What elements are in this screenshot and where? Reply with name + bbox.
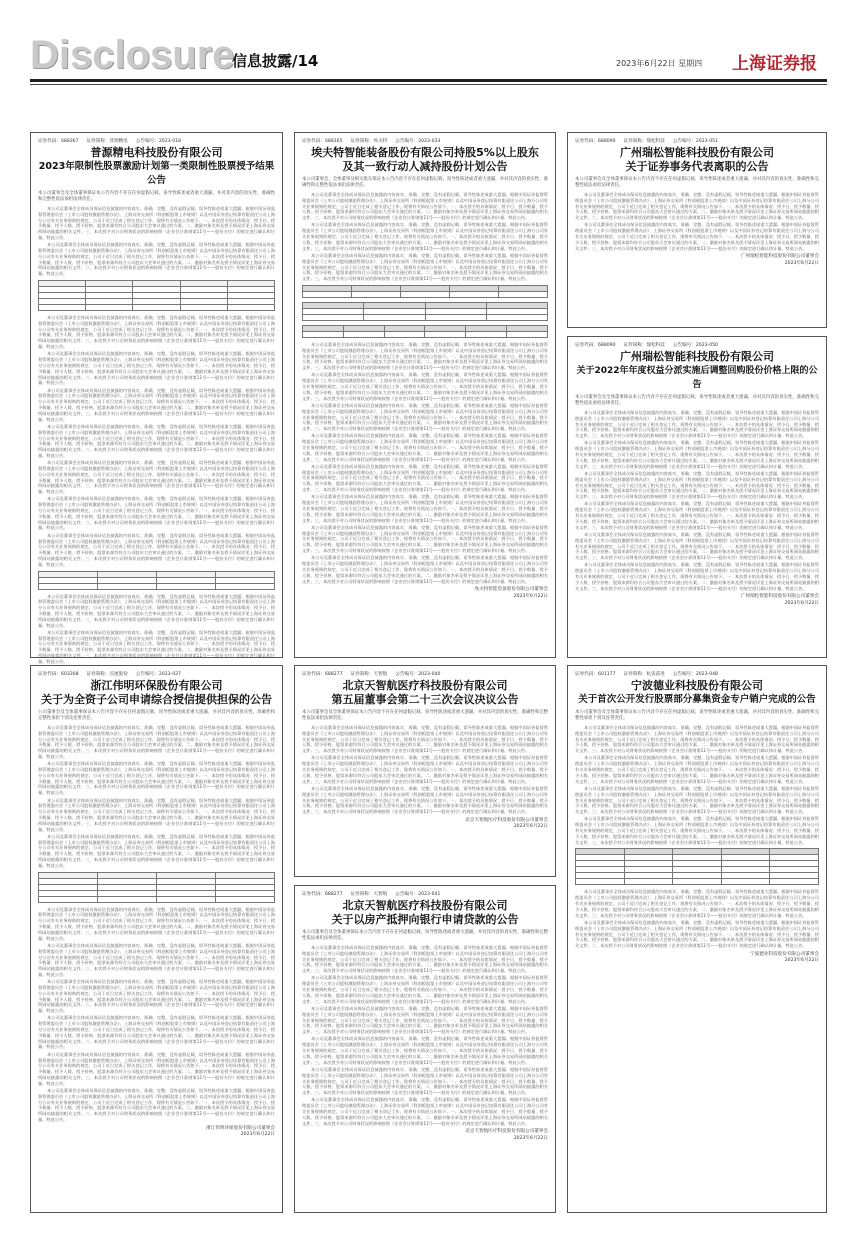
announcement-title: 宁波德业科技股份有限公司 关于首次公开发行股票部分募集资金专户销户完成的公告: [578, 679, 816, 705]
announcement-box: [30, 665, 283, 1213]
signature: 北京天智航医疗科技股份有限公司董事会 2023年6月22日: [465, 817, 548, 830]
masthead-rule: [30, 79, 827, 82]
stock-codes: 证券代码：603308 证券简称：应流股份 公告编号：2023-027: [38, 672, 181, 677]
disclaimer: 公司董事会及全体董事保证本公告内容不存在任何虚假记载、误导性陈述或者重大遗漏，并对其内容的真实性、准确性和完整性承担个别及连带责任。: [38, 710, 275, 721]
announcement-box: [567, 336, 827, 658]
announcement-title: 广州瑞松智能科技股份有限公司 关于证券事务代表离职的公告: [620, 146, 774, 173]
announcement-box: [30, 132, 283, 664]
stock-codes: 证券代码：688277 证券简称：天智航 公告编号：2023-040: [302, 672, 441, 677]
announcement-title: 北京天智航医疗科技股份有限公司 第五届董事会第二十三次会议决议公告: [331, 679, 519, 706]
announcement-body: 本公司及董事会全体成员保证信息披露的内容真实、准确、完整，没有虚假记载、误导性陈述或重大遗漏。根据中国证券监督管理委员会《上市公司股权激励管理办法》、上海证券交易所《科创板股票上市规则》以及中国证券登记结算有限责任公司上海分公司有关业务规则的规定，公司于近日完成了相关登记工作，现将有关情况公告如下。一、本次授予的具体情况：授予日、授予数量、授予人数、授予价格、股票来源均符合公司股东大会审议通过的方案。二、激励对象名单及授予情况详见上海证券交易所网站披露的相关文件。三、本次授予对公司财务状况的影响按照《企业会计准则第11号——股份支付》的规定进行确认和计量。特此公告。 本公司及董事会全体成员保证信息披露的内容真实、准确、完整，没有虚假记载、误导性陈述或重大遗漏。根据中国证券监督管理委员会《上市公司股权激励管理办法》、上海证券交易所《科创板股票上市规则》以及中国证券登记结算有限责任公司上海分公司有关业务规则的规定，公司于近日完成了相关登记工作，现将有关情况公告如下。一、本次授予的具体情况：授予日、授予数量、授予人数、授予价格、股票来源均符合公司股东大会审议通过的方案。二、激励对象名单及授予情况详见上海证券交易所网站披露的相关文件。三、本次授予对公司财务状况的影响按照《企业会计准则第11号——股份支付》的规定进行确认和计量。特此公告。 本公司及董事会全体成员保证信息披露的内容真实、准确、完整，没有虚假记载、误导性陈述或重大遗漏。根据中国证券监督管理委员会《上市公司股权激励管理办法》、上海证券交易所《科创板股票上市规则》以及中国证券登记结算有限责任公司上海分公司有关业务规则的规定，公司于近日完成了相关登记工作，现将有关情况公告如下。一、本次授予的具体情况：授予日、授予数量、授予人数、授予价格、股票来源均符合公司股东大会审议通过的方案。二、激励对象名单及授予情况详见上海证券交易所网站披露的相关文件。三、本次授予对公司财务状况的影响按照《企业会计准则第11号——股份支付》的规定进行确认和计量。特此公告。 本公司及董事会全体成员保证信息披露的内容真实、准确、完整，没有虚假记载、误导性陈述或重大遗漏。根据中国证券监督管理委员会《上市公司股权激励管理办法》、上海证券交易所《科创板股票上市规则》以及中国证券登记结算有限责任公司上海分公司有关业务规则的规定，公司于近日完成了相关登记工作，现将有关情况公告如下。一、本次授予的具体情况：授予日、授予数量、授予人数、授予价格、股票来源均符合公司股东大会审议通过的方案。二、激励对象名单及授予情况详见上海证券交易所网站披露的相关文件。三、本次授予对公司财务状况的影响按照《企业会计准则第11号——股份支付》的规定进行确认和计量。特此公告。 本公司及董事会全体成员保证信息披露的内容真实、准确、完整，没有虚假记载、误导性陈述或重大遗漏。根据中国证券监督管理委员会《上市公司股权激励管理办法》、上海证券交易所《科创板股票上市规则》以及中国证券登记结算有限责任公司上海分公司有关业务规则的规定，公司于近日完成了相关登记工作，现将有关情况公告如下。一、本次授予的具体情况：授予日、授予数量、授予人数、授予价格、股票来源均符合公司股东大会审议通过的方案。二、激励对象名单及授予情况详见上海证券交易所网站披露的相关文件。三、本次授予对公司财务状况的影响按照《企业会计准则第11号——股份支付》的规定进行确认和计量。特此公告。 本公司及董事会全体成员保证信息披露的内容真实、准确、完整，没有虚假记载、误导性陈述或重大遗漏。根据中国证券监督管理委员会《上市公司股权激励管理办法》、上海证券交易所《科创板股票上市规则》以及中国证券登记结算有限责任公司上海分公司有关业务规则的规定，公司于近日完成了相关登记工作，现将有关情况公告如下。一、本次授予的具体情况：授予日、授予数量、授予人数、授予价格、股票来源均符合公司股东大会审议通过的方案。二、激励对象名单及授予情况详见上海证券交易所网站披露的相关文件。三、本次授予对公司财务状况的影响按照《企业会计准则第11号——股份支付》的规定进行确认和计量。特此公告。 本公司及董事会全体成员保证信息披露的内容真实、准确、完整，没有虚假记载、误导性陈述或重大遗漏。根据中国证券监督管理委员会《上市公司股权激励管理办法》、上海证券交易所《科创板股票上市规则》以及中国证券登记结算有限责任公司上海分公司有关业务规则的规定，公司于近日完成了相关登记工作，现将有关情况公告如下。一、本次授予的具体情况：授予日、授予数量、授予人数、授予价格、股票来源均符合公司股东大会审议通过的方案。二、激励对象名单及授予情况详见上海证券交易所网站披露的相关文件。三、本次授予对公司财务状况的影响按照《企业会计准则第11号——股份支付》的规定进行确认和计量。特此公告。 本公司及董事会全体成员保证信息披露的内容真实、准确、完整，没有虚假记载、误导性陈述或重大遗漏。根据中国证券监督管理委员会《上市公司股权激励管理办法》、上海证券交易所《科创板股票上市规则》以及中国证券登记结算有限责任公司上海分公司有关业务规则的规定，公司于近日完成了相关登记工作，现将有关情况公告如下。一、本次授予的具体情况：授予日、授予数量、授予人数、授予价格、股票来源均符合公司股东大会审议通过的方案。二、激励对象名单及授予情况详见上海证券交易所网站披露的相关文件。三、本次授予对公司财务状况的影响按照《企业会计准则第11号——股份支付》的规定进行确认和计量。特此公告。 本公司及董事会全体成员保证信息披露的内容真实、准确、完整，没有虚假记载、误导性陈述或重大遗漏。根据中国证券监督管理委员会《上市公司股权激励管理办法》、上海证券交易所《科创板股票上市规则》以及中国证券登记结算有限责任公司上海分公司有关业务规则的规定，公司于近日完成了相关登记工作，现将有关情况公告如下。一、本次授予的具体情况：授予日、授予数量、授予人数、授予价格、股票来源均符合公司股东大会审议通过的方案。二、激励对象名单及授予情况详见上海证券交易所网站披露的相关文件。三、本次授予对公司财务状况的影响按照《企业会计准则第11号——股份支付》的规定进行确认和计量。特此公告。 本公司及董事会全体成员保证信息披露的内容真实、准确、完整，没有虚假记载、误导性陈述或重大遗漏。根据中国证券监督管理委员会《上市公司股权激励管理办法》、上海证券交易所《科创板股票上市规则》以及中国证券登记结算有限责任公司上海分公司有关业务规则的规定，公司于近日完成了相关登记工作，现将有关情况公告如下。一、本次授予的具体情况：授予日、授予数量、授予人数、授予价格、股票来源均符合公司股东大会审议通过的方案。二、激励对象名单及授予情况详见上海证券交易所网站披露的相关文件。三、本次授予对公司财务状况的影响按照《企业会计准则第11号——股份支付》的规定进行确认和计量。特此公告。 本公司及董事会全体成员保证信息披露的内容真实、准确、完整，没有虚假记载、误导性陈述或重大遗漏。根据中国证券监督管理委员会《上市公司股权激励管理办法》、上海证券交易所《科创板股票上市规则》以及中国证券登记结算有限责任公司上海分公司有关业务规则的规定，公司于近日完成了相关登记工作，现将有关情况公告如下。一、本次授予的具体情况：授予日、授予数量、授予人数、授予价格、股票来源均符合公司股东大会审议通过的方案。二、激励对象名单及授予情况详见上海证券交易所网站披露的相关文件。三、本次授予对公司财务状况的影响按照《企业会计准则第11号——股份支付》的规定进行确认和计量。特此公告。: [38, 206, 275, 664]
announcement-box: [567, 132, 827, 328]
announcement-body: 本公司及董事会全体成员保证信息披露的内容真实、准确、完整，没有虚假记载、误导性陈述或重大遗漏。根据中国证券监督管理委员会《上市公司股权激励管理办法》、上海证券交易所《科创板股票上市规则》以及中国证券登记结算有限责任公司上海分公司有关业务规则的规定，公司于近日完成了相关登记工作，现将有关情况公告如下。一、本次授予的具体情况：授予日、授予数量、授予人数、授予价格、股票来源均符合公司股东大会审议通过的方案。二、激励对象名单及授予情况详见上海证券交易所网站披露的相关文件。三、本次授予对公司财务状况的影响按照《企业会计准则第11号——股份支付》的规定进行确认和计量。特此公告。 本公司及董事会全体成员保证信息披露的内容真实、准确、完整，没有虚假记载、误导性陈述或重大遗漏。根据中国证券监督管理委员会《上市公司股权激励管理办法》、上海证券交易所《科创板股票上市规则》以及中国证券登记结算有限责任公司上海分公司有关业务规则的规定，公司于近日完成了相关登记工作，现将有关情况公告如下。一、本次授予的具体情况：授予日、授予数量、授予人数、授予价格、股票来源均符合公司股东大会审议通过的方案。二、激励对象名单及授予情况详见上海证券交易所网站披露的相关文件。三、本次授予对公司财务状况的影响按照《企业会计准则第11号——股份支付》的规定进行确认和计量。特此公告。: [575, 192, 819, 251]
disclaimer: 本公司董事会及全体董事保证本公告内容不存在任何虚假记载、误导性陈述或者重大遗漏，并对其内容的真实性、准确性和完整性承担个别及连带责任。: [575, 710, 819, 721]
stock-codes: 证券代码：688165 证券简称：埃夫特 公告编号：2023-033: [302, 139, 441, 144]
stock-codes: 证券代码：688277 证券简称：天智航 公告编号：2023-041: [302, 892, 441, 897]
announcement-title: 浙江伟明环保股份有限公司 关于为全资子公司申请综合授信提供担保的公告: [41, 679, 272, 706]
signature: 浙江伟明环保股份有限公司董事会 2023年6月22日: [206, 1125, 275, 1138]
announcement-box: [567, 665, 827, 1213]
signature: 广州瑞松智能科技股份有限公司董事会 2023年6月22日: [740, 594, 819, 606]
announcement-body: 本公司及董事会全体成员保证信息披露的内容真实、准确、完整，没有虚假记载、误导性陈述或重大遗漏。根据中国证券监督管理委员会《上市公司股权激励管理办法》、上海证券交易所《科创板股票上市规则》以及中国证券登记结算有限责任公司上海分公司有关业务规则的规定，公司于近日完成了相关登记工作，现将有关情况公告如下。一、本次授予的具体情况：授予日、授予数量、授予人数、授予价格、股票来源均符合公司股东大会审议通过的方案。二、激励对象名单及授予情况详见上海证券交易所网站披露的相关文件。三、本次授予对公司财务状况的影响按照《企业会计准则第11号——股份支付》的规定进行确认和计量。特此公告。 本公司及董事会全体成员保证信息披露的内容真实、准确、完整，没有虚假记载、误导性陈述或重大遗漏。根据中国证券监督管理委员会《上市公司股权激励管理办法》、上海证券交易所《科创板股票上市规则》以及中国证券登记结算有限责任公司上海分公司有关业务规则的规定，公司于近日完成了相关登记工作，现将有关情况公告如下。一、本次授予的具体情况：授予日、授予数量、授予人数、授予价格、股票来源均符合公司股东大会审议通过的方案。二、激励对象名单及授予情况详见上海证券交易所网站披露的相关文件。三、本次授予对公司财务状况的影响按照《企业会计准则第11号——股份支付》的规定进行确认和计量。特此公告。 本公司及董事会全体成员保证信息披露的内容真实、准确、完整，没有虚假记载、误导性陈述或重大遗漏。根据中国证券监督管理委员会《上市公司股权激励管理办法》、上海证券交易所《科创板股票上市规则》以及中国证券登记结算有限责任公司上海分公司有关业务规则的规定，公司于近日完成了相关登记工作，现将有关情况公告如下。一、本次授予的具体情况：授予日、授予数量、授予人数、授予价格、股票来源均符合公司股东大会审议通过的方案。二、激励对象名单及授予情况详见上海证券交易所网站披露的相关文件。三、本次授予对公司财务状况的影响按照《企业会计准则第11号——股份支付》的规定进行确认和计量。特此公告。 本公司及董事会全体成员保证信息披露的内容真实、准确、完整，没有虚假记载、误导性陈述或重大遗漏。根据中国证券监督管理委员会《上市公司股权激励管理办法》、上海证券交易所《科创板股票上市规则》以及中国证券登记结算有限责任公司上海分公司有关业务规则的规定，公司于近日完成了相关登记工作，现将有关情况公告如下。一、本次授予的具体情况：授予日、授予数量、授予人数、授予价格、股票来源均符合公司股东大会审议通过的方案。二、激励对象名单及授予情况详见上海证券交易所网站披露的相关文件。三、本次授予对公司财务状况的影响按照《企业会计准则第11号——股份支付》的规定进行确认和计量。特此公告。 本公司及董事会全体成员保证信息披露的内容真实、准确、完整，没有虚假记载、误导性陈述或重大遗漏。根据中国证券监督管理委员会《上市公司股权激励管理办法》、上海证券交易所《科创板股票上市规则》以及中国证券登记结算有限责任公司上海分公司有关业务规则的规定，公司于近日完成了相关登记工作，现将有关情况公告如下。一、本次授予的具体情况：授予日、授予数量、授予人数、授予价格、股票来源均符合公司股东大会审议通过的方案。二、激励对象名单及授予情况详见上海证券交易所网站披露的相关文件。三、本次授予对公司财务状况的影响按照《企业会计准则第11号——股份支付》的规定进行确认和计量。特此公告。 本公司及董事会全体成员保证信息披露的内容真实、准确、完整，没有虚假记载、误导性陈述或重大遗漏。根据中国证券监督管理委员会《上市公司股权激励管理办法》、上海证券交易所《科创板股票上市规则》以及中国证券登记结算有限责任公司上海分公司有关业务规则的规定，公司于近日完成了相关登记工作，现将有关情况公告如下。一、本次授予的具体情况：授予日、授予数量、授予人数、授予价格、股票来源均符合公司股东大会审议通过的方案。二、激励对象名单及授予情况详见上海证券交易所网站披露的相关文件。三、本次授予对公司财务状况的影响按照《企业会计准则第11号——股份支付》的规定进行确认和计量。特此公告。 本公司及董事会全体成员保证信息披露的内容真实、准确、完整，没有虚假记载、误导性陈述或重大遗漏。根据中国证券监督管理委员会《上市公司股权激励管理办法》、上海证券交易所《科创板股票上市规则》以及中国证券登记结算有限责任公司上海分公司有关业务规则的规定，公司于近日完成了相关登记工作，现将有关情况公告如下。一、本次授予的具体情况：授予日、授予数量、授予人数、授予价格、股票来源均符合公司股东大会审议通过的方案。二、激励对象名单及授予情况详见上海证券交易所网站披露的相关文件。三、本次授予对公司财务状况的影响按照《企业会计准则第11号——股份支付》的规定进行确认和计量。特此公告。 本公司及董事会全体成员保证信息披露的内容真实、准确、完整，没有虚假记载、误导性陈述或重大遗漏。根据中国证券监督管理委员会《上市公司股权激励管理办法》、上海证券交易所《科创板股票上市规则》以及中国证券登记结算有限责任公司上海分公司有关业务规则的规定，公司于近日完成了相关登记工作，现将有关情况公告如下。一、本次授予的具体情况：授予日、授予数量、授予人数、授予价格、股票来源均符合公司股东大会审议通过的方案。二、激励对象名单及授予情况详见上海证券交易所网站披露的相关文件。三、本次授予对公司财务状况的影响按照《企业会计准则第11号——股份支付》的规定进行确认和计量。特此公告。 本公司及董事会全体成员保证信息披露的内容真实、准确、完整，没有虚假记载、误导性陈述或重大遗漏。根据中国证券监督管理委员会《上市公司股权激励管理办法》、上海证券交易所《科创板股票上市规则》以及中国证券登记结算有限责任公司上海分公司有关业务规则的规定，公司于近日完成了相关登记工作，现将有关情况公告如下。一、本次授予的具体情况：授予日、授予数量、授予人数、授予价格、股票来源均符合公司股东大会审议通过的方案。二、激励对象名单及授予情况详见上海证券交易所网站披露的相关文件。三、本次授予对公司财务状况的影响按照《企业会计准则第11号——股份支付》的规定进行确认和计量。特此公告。 本公司及董事会全体成员保证信息披露的内容真实、准确、完整，没有虚假记载、误导性陈述或重大遗漏。根据中国证券监督管理委员会《上市公司股权激励管理办法》、上海证券交易所《科创板股票上市规则》以及中国证券登记结算有限责任公司上海分公司有关业务规则的规定，公司于近日完成了相关登记工作，现将有关情况公告如下。一、本次授予的具体情况：授予日、授予数量、授予人数、授予价格、股票来源均符合公司股东大会审议通过的方案。二、激励对象名单及授予情况详见上海证券交易所网站披露的相关文件。三、本次授予对公司财务状况的影响按照《企业会计准则第11号——股份支付》的规定进行确认和计量。特此公告。: [38, 725, 275, 1123]
stock-codes: 证券代码：688090 证券简称：瑞松科技 公告编号：2023-051: [575, 139, 718, 144]
announcement-box: [294, 665, 556, 877]
disclaimer: 本公司董事会及全体董事保证本公告内容不存在任何虚假记载、误导性陈述或者重大遗漏，并对其内容的真实性、准确性和完整性依法承担法律责任。: [38, 191, 275, 202]
announcement-body: 本公司及董事会全体成员保证信息披露的内容真实、准确、完整，没有虚假记载、误导性陈述或重大遗漏。根据中国证券监督管理委员会《上市公司股权激励管理办法》、上海证券交易所《科创板股票上市规则》以及中国证券登记结算有限责任公司上海分公司有关业务规则的规定，公司于近日完成了相关登记工作，现将有关情况公告如下。一、本次授予的具体情况：授予日、授予数量、授予人数、授予价格、股票来源均符合公司股东大会审议通过的方案。二、激励对象名单及授予情况详见上海证券交易所网站披露的相关文件。三、本次授予对公司财务状况的影响按照《企业会计准则第11号——股份支付》的规定进行确认和计量。特此公告。 本公司及董事会全体成员保证信息披露的内容真实、准确、完整，没有虚假记载、误导性陈述或重大遗漏。根据中国证券监督管理委员会《上市公司股权激励管理办法》、上海证券交易所《科创板股票上市规则》以及中国证券登记结算有限责任公司上海分公司有关业务规则的规定，公司于近日完成了相关登记工作，现将有关情况公告如下。一、本次授予的具体情况：授予日、授予数量、授予人数、授予价格、股票来源均符合公司股东大会审议通过的方案。二、激励对象名单及授予情况详见上海证券交易所网站披露的相关文件。三、本次授予对公司财务状况的影响按照《企业会计准则第11号——股份支付》的规定进行确认和计量。特此公告。 本公司及董事会全体成员保证信息披露的内容真实、准确、完整，没有虚假记载、误导性陈述或重大遗漏。根据中国证券监督管理委员会《上市公司股权激励管理办法》、上海证券交易所《科创板股票上市规则》以及中国证券登记结算有限责任公司上海分公司有关业务规则的规定，公司于近日完成了相关登记工作，现将有关情况公告如下。一、本次授予的具体情况：授予日、授予数量、授予人数、授予价格、股票来源均符合公司股东大会审议通过的方案。二、激励对象名单及授予情况详见上海证券交易所网站披露的相关文件。三、本次授予对公司财务状况的影响按照《企业会计准则第11号——股份支付》的规定进行确认和计量。特此公告。 本公司及董事会全体成员保证信息披露的内容真实、准确、完整，没有虚假记载、误导性陈述或重大遗漏。根据中国证券监督管理委员会《上市公司股权激励管理办法》、上海证券交易所《科创板股票上市规则》以及中国证券登记结算有限责任公司上海分公司有关业务规则的规定，公司于近日完成了相关登记工作，现将有关情况公告如下。一、本次授予的具体情况：授予日、授予数量、授予人数、授予价格、股票来源均符合公司股东大会审议通过的方案。二、激励对象名单及授予情况详见上海证券交易所网站披露的相关文件。三、本次授予对公司财务状况的影响按照《企业会计准则第11号——股份支付》的规定进行确认和计量。特此公告。 本公司及董事会全体成员保证信息披露的内容真实、准确、完整，没有虚假记载、误导性陈述或重大遗漏。根据中国证券监督管理委员会《上市公司股权激励管理办法》、上海证券交易所《科创板股票上市规则》以及中国证券登记结算有限责任公司上海分公司有关业务规则的规定，公司于近日完成了相关登记工作，现将有关情况公告如下。一、本次授予的具体情况：授予日、授予数量、授予人数、授予价格、股票来源均符合公司股东大会审议通过的方案。二、激励对象名单及授予情况详见上海证券交易所网站披露的相关文件。三、本次授予对公司财务状况的影响按照《企业会计准则第11号——股份支付》的规定进行确认和计量。特此公告。 本公司及董事会全体成员保证信息披露的内容真实、准确、完整，没有虚假记载、误导性陈述或重大遗漏。根据中国证券监督管理委员会《上市公司股权激励管理办法》、上海证券交易所《科创板股票上市规则》以及中国证券登记结算有限责任公司上海分公司有关业务规则的规定，公司于近日完成了相关登记工作，现将有关情况公告如下。一、本次授予的具体情况：授予日、授予数量、授予人数、授予价格、股票来源均符合公司股东大会审议通过的方案。二、激励对象名单及授予情况详见上海证券交易所网站披露的相关文件。三、本次授予对公司财务状况的影响按照《企业会计准则第11号——股份支付》的规定进行确认和计量。特此公告。: [575, 410, 819, 591]
signature: 宁波德业科技股份有限公司董事会 2023年6月22日: [750, 951, 819, 964]
reduction-plan-table: [302, 325, 548, 338]
grant-table: [38, 280, 275, 311]
stock-codes: 证券代码：688367 证券简称：普源精电 公告编号：2023-018: [38, 139, 181, 144]
disclaimer: 本公司董事会及全体董事保证本公告内容不存在任何虚假记载、误导性陈述或者重大遗漏，并对其内容的真实性、准确性和完整性依法承担法律责任。: [575, 177, 819, 188]
equity-table: [38, 571, 275, 590]
disclaimer: 本公司董事会及全体董事保证本公告内容不存在任何虚假记载、误导性陈述或者重大遗漏，并对其内容的真实性、准确性和完整性依法承担法律责任。: [302, 710, 548, 721]
signature: 北京天智航医疗科技股份有限公司董事会 2023年6月22日: [465, 1129, 548, 1141]
masthead-wordmark: Disclosure: [30, 33, 235, 77]
concert-party-table: [302, 302, 548, 321]
announcement-body: 本公司及董事会全体成员保证信息披露的内容真实、准确、完整，没有虚假记载、误导性陈述或重大遗漏。根据中国证券监督管理委员会《上市公司股权激励管理办法》、上海证券交易所《科创板股票上市规则》以及中国证券登记结算有限责任公司上海分公司有关业务规则的规定，公司于近日完成了相关登记工作，现将有关情况公告如下。一、本次授予的具体情况：授予日、授予数量、授予人数、授予价格、股票来源均符合公司股东大会审议通过的方案。二、激励对象名单及授予情况详见上海证券交易所网站披露的相关文件。三、本次授予对公司财务状况的影响按照《企业会计准则第11号——股份支付》的规定进行确认和计量。特此公告。 本公司及董事会全体成员保证信息披露的内容真实、准确、完整，没有虚假记载、误导性陈述或重大遗漏。根据中国证券监督管理委员会《上市公司股权激励管理办法》、上海证券交易所《科创板股票上市规则》以及中国证券登记结算有限责任公司上海分公司有关业务规则的规定，公司于近日完成了相关登记工作，现将有关情况公告如下。一、本次授予的具体情况：授予日、授予数量、授予人数、授予价格、股票来源均符合公司股东大会审议通过的方案。二、激励对象名单及授予情况详见上海证券交易所网站披露的相关文件。三、本次授予对公司财务状况的影响按照《企业会计准则第11号——股份支付》的规定进行确认和计量。特此公告。 本公司及董事会全体成员保证信息披露的内容真实、准确、完整，没有虚假记载、误导性陈述或重大遗漏。根据中国证券监督管理委员会《上市公司股权激励管理办法》、上海证券交易所《科创板股票上市规则》以及中国证券登记结算有限责任公司上海分公司有关业务规则的规定，公司于近日完成了相关登记工作，现将有关情况公告如下。一、本次授予的具体情况：授予日、授予数量、授予人数、授予价格、股票来源均符合公司股东大会审议通过的方案。二、激励对象名单及授予情况详见上海证券交易所网站披露的相关文件。三、本次授予对公司财务状况的影响按照《企业会计准则第11号——股份支付》的规定进行确认和计量。特此公告。 本公司及董事会全体成员保证信息披露的内容真实、准确、完整，没有虚假记载、误导性陈述或重大遗漏。根据中国证券监督管理委员会《上市公司股权激励管理办法》、上海证券交易所《科创板股票上市规则》以及中国证券登记结算有限责任公司上海分公司有关业务规则的规定，公司于近日完成了相关登记工作，现将有关情况公告如下。一、本次授予的具体情况：授予日、授予数量、授予人数、授予价格、股票来源均符合公司股东大会审议通过的方案。二、激励对象名单及授予情况详见上海证券交易所网站披露的相关文件。三、本次授予对公司财务状况的影响按照《企业会计准则第11号——股份支付》的规定进行确认和计量。特此公告。 本公司及董事会全体成员保证信息披露的内容真实、准确、完整，没有虚假记载、误导性陈述或重大遗漏。根据中国证券监督管理委员会《上市公司股权激励管理办法》、上海证券交易所《科创板股票上市规则》以及中国证券登记结算有限责任公司上海分公司有关业务规则的规定，公司于近日完成了相关登记工作，现将有关情况公告如下。一、本次授予的具体情况：授予日、授予数量、授予人数、授予价格、股票来源均符合公司股东大会审议通过的方案。二、激励对象名单及授予情况详见上海证券交易所网站披露的相关文件。三、本次授予对公司财务状况的影响按照《企业会计准则第11号——股份支付》的规定进行确认和计量。特此公告。 本公司及董事会全体成员保证信息披露的内容真实、准确、完整，没有虚假记载、误导性陈述或重大遗漏。根据中国证券监督管理委员会《上市公司股权激励管理办法》、上海证券交易所《科创板股票上市规则》以及中国证券登记结算有限责任公司上海分公司有关业务规则的规定，公司于近日完成了相关登记工作，现将有关情况公告如下。一、本次授予的具体情况：授予日、授予数量、授予人数、授予价格、股票来源均符合公司股东大会审议通过的方案。二、激励对象名单及授予情况详见上海证券交易所网站披露的相关文件。三、本次授予对公司财务状况的影响按照《企业会计准则第11号——股份支付》的规定进行确认和计量。特此公告。 本公司及董事会全体成员保证信息披露的内容真实、准确、完整，没有虚假记载、误导性陈述或重大遗漏。根据中国证券监督管理委员会《上市公司股权激励管理办法》、上海证券交易所《科创板股票上市规则》以及中国证券登记结算有限责任公司上海分公司有关业务规则的规定，公司于近日完成了相关登记工作，现将有关情况公告如下。一、本次授予的具体情况：授予日、授予数量、授予人数、授予价格、股票来源均符合公司股东大会审议通过的方案。二、激励对象名单及授予情况详见上海证券交易所网站披露的相关文件。三、本次授予对公司财务状况的影响按照《企业会计准则第11号——股份支付》的规定进行确认和计量。特此公告。 本公司及董事会全体成员保证信息披露的内容真实、准确、完整，没有虚假记载、误导性陈述或重大遗漏。根据中国证券监督管理委员会《上市公司股权激励管理办法》、上海证券交易所《科创板股票上市规则》以及中国证券登记结算有限责任公司上海分公司有关业务规则的规定，公司于近日完成了相关登记工作，现将有关情况公告如下。一、本次授予的具体情况：授予日、授予数量、授予人数、授予价格、股票来源均符合公司股东大会审议通过的方案。二、激励对象名单及授予情况详见上海证券交易所网站披露的相关文件。三、本次授予对公司财务状况的影响按照《企业会计准则第11号——股份支付》的规定进行确认和计量。特此公告。 本公司及董事会全体成员保证信息披露的内容真实、准确、完整，没有虚假记载、误导性陈述或重大遗漏。根据中国证券监督管理委员会《上市公司股权激励管理办法》、上海证券交易所《科创板股票上市规则》以及中国证券登记结算有限责任公司上海分公司有关业务规则的规定，公司于近日完成了相关登记工作，现将有关情况公告如下。一、本次授予的具体情况：授予日、授予数量、授予人数、授予价格、股票来源均符合公司股东大会审议通过的方案。二、激励对象名单及授予情况详见上海证券交易所网站披露的相关文件。三、本次授予对公司财务状况的影响按照《企业会计准则第11号——股份支付》的规定进行确认和计量。特此公告。 本公司及董事会全体成员保证信息披露的内容真实、准确、完整，没有虚假记载、误导性陈述或重大遗漏。根据中国证券监督管理委员会《上市公司股权激励管理办法》、上海证券交易所《科创板股票上市规则》以及中国证券登记结算有限责任公司上海分公司有关业务规则的规定，公司于近日完成了相关登记工作，现将有关情况公告如下。一、本次授予的具体情况：授予日、授予数量、授予人数、授予价格、股票来源均符合公司股东大会审议通过的方案。二、激励对象名单及授予情况详见上海证券交易所网站披露的相关文件。三、本次授予对公司财务状况的影响按照《企业会计准则第11号——股份支付》的规定进行确认和计量。特此公告。 本公司及董事会全体成员保证信息披露的内容真实、准确、完整，没有虚假记载、误导性陈述或重大遗漏。根据中国证券监督管理委员会《上市公司股权激励管理办法》、上海证券交易所《科创板股票上市规则》以及中国证券登记结算有限责任公司上海分公司有关业务规则的规定，公司于近日完成了相关登记工作，现将有关情况公告如下。一、本次授予的具体情况：授予日、授予数量、授予人数、授予价格、股票来源均符合公司股东大会审议通过的方案。二、激励对象名单及授予情况详见上海证券交易所网站披露的相关文件。三、本次授予对公司财务状况的影响按照《企业会计准则第11号——股份支付》的规定进行确认和计量。特此公告。: [302, 192, 548, 584]
disclaimer: 本公司董事会、全体董事及相关股东保证本公告内容不存在任何虚假记载、误导性陈述或者重大遗漏，并对其内容的真实性、准确性和完整性依法承担法律责任。: [302, 177, 548, 188]
stock-codes: 证券代码：601177 证券简称：杭齿前进 公告编号：2023-048: [575, 672, 718, 677]
newspaper-name: 上海证券报: [732, 54, 817, 74]
announcement-box: [294, 132, 556, 658]
bank-account-table: [575, 848, 819, 885]
shareholding-table: [302, 285, 548, 298]
announcement-body: 本公司及董事会全体成员保证信息披露的内容真实、准确、完整，没有虚假记载、误导性陈述或重大遗漏。根据中国证券监督管理委员会《上市公司股权激励管理办法》、上海证券交易所《科创板股票上市规则》以及中国证券登记结算有限责任公司上海分公司有关业务规则的规定，公司于近日完成了相关登记工作，现将有关情况公告如下。一、本次授予的具体情况：授予日、授予数量、授予人数、授予价格、股票来源均符合公司股东大会审议通过的方案。二、激励对象名单及授予情况详见上海证券交易所网站披露的相关文件。三、本次授予对公司财务状况的影响按照《企业会计准则第11号——股份支付》的规定进行确认和计量。特此公告。 本公司及董事会全体成员保证信息披露的内容真实、准确、完整，没有虚假记载、误导性陈述或重大遗漏。根据中国证券监督管理委员会《上市公司股权激励管理办法》、上海证券交易所《科创板股票上市规则》以及中国证券登记结算有限责任公司上海分公司有关业务规则的规定，公司于近日完成了相关登记工作，现将有关情况公告如下。一、本次授予的具体情况：授予日、授予数量、授予人数、授予价格、股票来源均符合公司股东大会审议通过的方案。二、激励对象名单及授予情况详见上海证券交易所网站披露的相关文件。三、本次授予对公司财务状况的影响按照《企业会计准则第11号——股份支付》的规定进行确认和计量。特此公告。 本公司及董事会全体成员保证信息披露的内容真实、准确、完整，没有虚假记载、误导性陈述或重大遗漏。根据中国证券监督管理委员会《上市公司股权激励管理办法》、上海证券交易所《科创板股票上市规则》以及中国证券登记结算有限责任公司上海分公司有关业务规则的规定，公司于近日完成了相关登记工作，现将有关情况公告如下。一、本次授予的具体情况：授予日、授予数量、授予人数、授予价格、股票来源均符合公司股东大会审议通过的方案。二、激励对象名单及授予情况详见上海证券交易所网站披露的相关文件。三、本次授予对公司财务状况的影响按照《企业会计准则第11号——股份支付》的规定进行确认和计量。特此公告。: [302, 725, 548, 815]
announcement-body: 本公司及董事会全体成员保证信息披露的内容真实、准确、完整，没有虚假记载、误导性陈述或重大遗漏。根据中国证券监督管理委员会《上市公司股权激励管理办法》、上海证券交易所《科创板股票上市规则》以及中国证券登记结算有限责任公司上海分公司有关业务规则的规定，公司于近日完成了相关登记工作，现将有关情况公告如下。一、本次授予的具体情况：授予日、授予数量、授予人数、授予价格、股票来源均符合公司股东大会审议通过的方案。二、激励对象名单及授予情况详见上海证券交易所网站披露的相关文件。三、本次授予对公司财务状况的影响按照《企业会计准则第11号——股份支付》的规定进行确认和计量。特此公告。 本公司及董事会全体成员保证信息披露的内容真实、准确、完整，没有虚假记载、误导性陈述或重大遗漏。根据中国证券监督管理委员会《上市公司股权激励管理办法》、上海证券交易所《科创板股票上市规则》以及中国证券登记结算有限责任公司上海分公司有关业务规则的规定，公司于近日完成了相关登记工作，现将有关情况公告如下。一、本次授予的具体情况：授予日、授予数量、授予人数、授予价格、股票来源均符合公司股东大会审议通过的方案。二、激励对象名单及授予情况详见上海证券交易所网站披露的相关文件。三、本次授予对公司财务状况的影响按照《企业会计准则第11号——股份支付》的规定进行确认和计量。特此公告。 本公司及董事会全体成员保证信息披露的内容真实、准确、完整，没有虚假记载、误导性陈述或重大遗漏。根据中国证券监督管理委员会《上市公司股权激励管理办法》、上海证券交易所《科创板股票上市规则》以及中国证券登记结算有限责任公司上海分公司有关业务规则的规定，公司于近日完成了相关登记工作，现将有关情况公告如下。一、本次授予的具体情况：授予日、授予数量、授予人数、授予价格、股票来源均符合公司股东大会审议通过的方案。二、激励对象名单及授予情况详见上海证券交易所网站披露的相关文件。三、本次授予对公司财务状况的影响按照《企业会计准则第11号——股份支付》的规定进行确认和计量。特此公告。 本公司及董事会全体成员保证信息披露的内容真实、准确、完整，没有虚假记载、误导性陈述或重大遗漏。根据中国证券监督管理委员会《上市公司股权激励管理办法》、上海证券交易所《科创板股票上市规则》以及中国证券登记结算有限责任公司上海分公司有关业务规则的规定，公司于近日完成了相关登记工作，现将有关情况公告如下。一、本次授予的具体情况：授予日、授予数量、授予人数、授予价格、股票来源均符合公司股东大会审议通过的方案。二、激励对象名单及授予情况详见上海证券交易所网站披露的相关文件。三、本次授予对公司财务状况的影响按照《企业会计准则第11号——股份支付》的规定进行确认和计量。特此公告。 本公司及董事会全体成员保证信息披露的内容真实、准确、完整，没有虚假记载、误导性陈述或重大遗漏。根据中国证券监督管理委员会《上市公司股权激励管理办法》、上海证券交易所《科创板股票上市规则》以及中国证券登记结算有限责任公司上海分公司有关业务规则的规定，公司于近日完成了相关登记工作，现将有关情况公告如下。一、本次授予的具体情况：授予日、授予数量、授予人数、授予价格、股票来源均符合公司股东大会审议通过的方案。二、激励对象名单及授予情况详见上海证券交易所网站披露的相关文件。三、本次授予对公司财务状况的影响按照《企业会计准则第11号——股份支付》的规定进行确认和计量。特此公告。 本公司及董事会全体成员保证信息披露的内容真实、准确、完整，没有虚假记载、误导性陈述或重大遗漏。根据中国证券监督管理委员会《上市公司股权激励管理办法》、上海证券交易所《科创板股票上市规则》以及中国证券登记结算有限责任公司上海分公司有关业务规则的规定，公司于近日完成了相关登记工作，现将有关情况公告如下。一、本次授予的具体情况：授予日、授予数量、授予人数、授予价格、股票来源均符合公司股东大会审议通过的方案。二、激励对象名单及授予情况详见上海证券交易所网站披露的相关文件。三、本次授予对公司财务状况的影响按照《企业会计准则第11号——股份支付》的规定进行确认和计量。特此公告。: [302, 945, 548, 1126]
announcement-title: 北京天智航医疗科技股份有限公司 关于以房产抵押向银行申请贷款的公告: [331, 899, 519, 926]
stock-codes: 证券代码：688090 证券简称：瑞松科技 公告编号：2023-050: [575, 343, 718, 348]
masthead-rule-thin: [30, 84, 827, 85]
announcement-title: 普源精电科技股份有限公司 2023年限制性股票激励计划第一类限制性股票授予结果公告: [38, 146, 275, 186]
announcement-title: 广州瑞松智能科技股份有限公司 关于2022年年度权益分派实施后调整回购股份价格上限的公告: [576, 350, 818, 390]
announcement-title: 埃夫特智能装备股份有限公司持股5%以上股东 及其一致行动人减持股份计划公告: [311, 146, 539, 173]
masthead: [0, 0, 857, 78]
announcement-box: [294, 885, 556, 1213]
signature: 广州瑞松智能科技股份有限公司董事会 2023年6月22日: [740, 254, 819, 266]
announcement-body: 本公司及董事会全体成员保证信息披露的内容真实、准确、完整，没有虚假记载、误导性陈述或重大遗漏。根据中国证券监督管理委员会《上市公司股权激励管理办法》、上海证券交易所《科创板股票上市规则》以及中国证券登记结算有限责任公司上海分公司有关业务规则的规定，公司于近日完成了相关登记工作，现将有关情况公告如下。一、本次授予的具体情况：授予日、授予数量、授予人数、授予价格、股票来源均符合公司股东大会审议通过的方案。二、激励对象名单及授予情况详见上海证券交易所网站披露的相关文件。三、本次授予对公司财务状况的影响按照《企业会计准则第11号——股份支付》的规定进行确认和计量。特此公告。 本公司及董事会全体成员保证信息披露的内容真实、准确、完整，没有虚假记载、误导性陈述或重大遗漏。根据中国证券监督管理委员会《上市公司股权激励管理办法》、上海证券交易所《科创板股票上市规则》以及中国证券登记结算有限责任公司上海分公司有关业务规则的规定，公司于近日完成了相关登记工作，现将有关情况公告如下。一、本次授予的具体情况：授予日、授予数量、授予人数、授予价格、股票来源均符合公司股东大会审议通过的方案。二、激励对象名单及授予情况详见上海证券交易所网站披露的相关文件。三、本次授予对公司财务状况的影响按照《企业会计准则第11号——股份支付》的规定进行确认和计量。特此公告。 本公司及董事会全体成员保证信息披露的内容真实、准确、完整，没有虚假记载、误导性陈述或重大遗漏。根据中国证券监督管理委员会《上市公司股权激励管理办法》、上海证券交易所《科创板股票上市规则》以及中国证券登记结算有限责任公司上海分公司有关业务规则的规定，公司于近日完成了相关登记工作，现将有关情况公告如下。一、本次授予的具体情况：授予日、授予数量、授予人数、授予价格、股票来源均符合公司股东大会审议通过的方案。二、激励对象名单及授予情况详见上海证券交易所网站披露的相关文件。三、本次授予对公司财务状况的影响按照《企业会计准则第11号——股份支付》的规定进行确认和计量。特此公告。 本公司及董事会全体成员保证信息披露的内容真实、准确、完整，没有虚假记载、误导性陈述或重大遗漏。根据中国证券监督管理委员会《上市公司股权激励管理办法》、上海证券交易所《科创板股票上市规则》以及中国证券登记结算有限责任公司上海分公司有关业务规则的规定，公司于近日完成了相关登记工作，现将有关情况公告如下。一、本次授予的具体情况：授予日、授予数量、授予人数、授予价格、股票来源均符合公司股东大会审议通过的方案。二、激励对象名单及授予情况详见上海证券交易所网站披露的相关文件。三、本次授予对公司财务状况的影响按照《企业会计准则第11号——股份支付》的规定进行确认和计量。特此公告。 本公司及董事会全体成员保证信息披露的内容真实、准确、完整，没有虚假记载、误导性陈述或重大遗漏。根据中国证券监督管理委员会《上市公司股权激励管理办法》、上海证券交易所《科创板股票上市规则》以及中国证券登记结算有限责任公司上海分公司有关业务规则的规定，公司于近日完成了相关登记工作，现将有关情况公告如下。一、本次授予的具体情况：授予日、授予数量、授予人数、授予价格、股票来源均符合公司股东大会审议通过的方案。二、激励对象名单及授予情况详见上海证券交易所网站披露的相关文件。三、本次授予对公司财务状况的影响按照《企业会计准则第11号——股份支付》的规定进行确认和计量。特此公告。 本公司及董事会全体成员保证信息披露的内容真实、准确、完整，没有虚假记载、误导性陈述或重大遗漏。根据中国证券监督管理委员会《上市公司股权激励管理办法》、上海证券交易所《科创板股票上市规则》以及中国证券登记结算有限责任公司上海分公司有关业务规则的规定，公司于近日完成了相关登记工作，现将有关情况公告如下。一、本次授予的具体情况：授予日、授予数量、授予人数、授予价格、股票来源均符合公司股东大会审议通过的方案。二、激励对象名单及授予情况详见上海证券交易所网站披露的相关文件。三、本次授予对公司财务状况的影响按照《企业会计准则第11号——股份支付》的规定进行确认和计量。特此公告。: [575, 725, 819, 949]
disclaimer: 本公司董事会及全体董事保证本公告内容不存在任何虚假记载、误导性陈述或者重大遗漏，并对其内容的真实性、准确性和完整性依法承担法律责任。: [302, 930, 548, 941]
signature: 埃夫特智能装备股份有限公司董事会 2023年6月22日: [474, 587, 548, 599]
disclaimer: 本公司董事会及全体董事保证本公告内容不存在任何虚假记载、误导性陈述或者重大遗漏，并对其内容的真实性、准确性和完整性依法承担法律责任。: [575, 395, 819, 406]
financial-table: [38, 872, 275, 903]
section-title: 信息披露/14: [232, 52, 319, 70]
issue-date: 2023年6月22日 星期四: [616, 59, 703, 68]
